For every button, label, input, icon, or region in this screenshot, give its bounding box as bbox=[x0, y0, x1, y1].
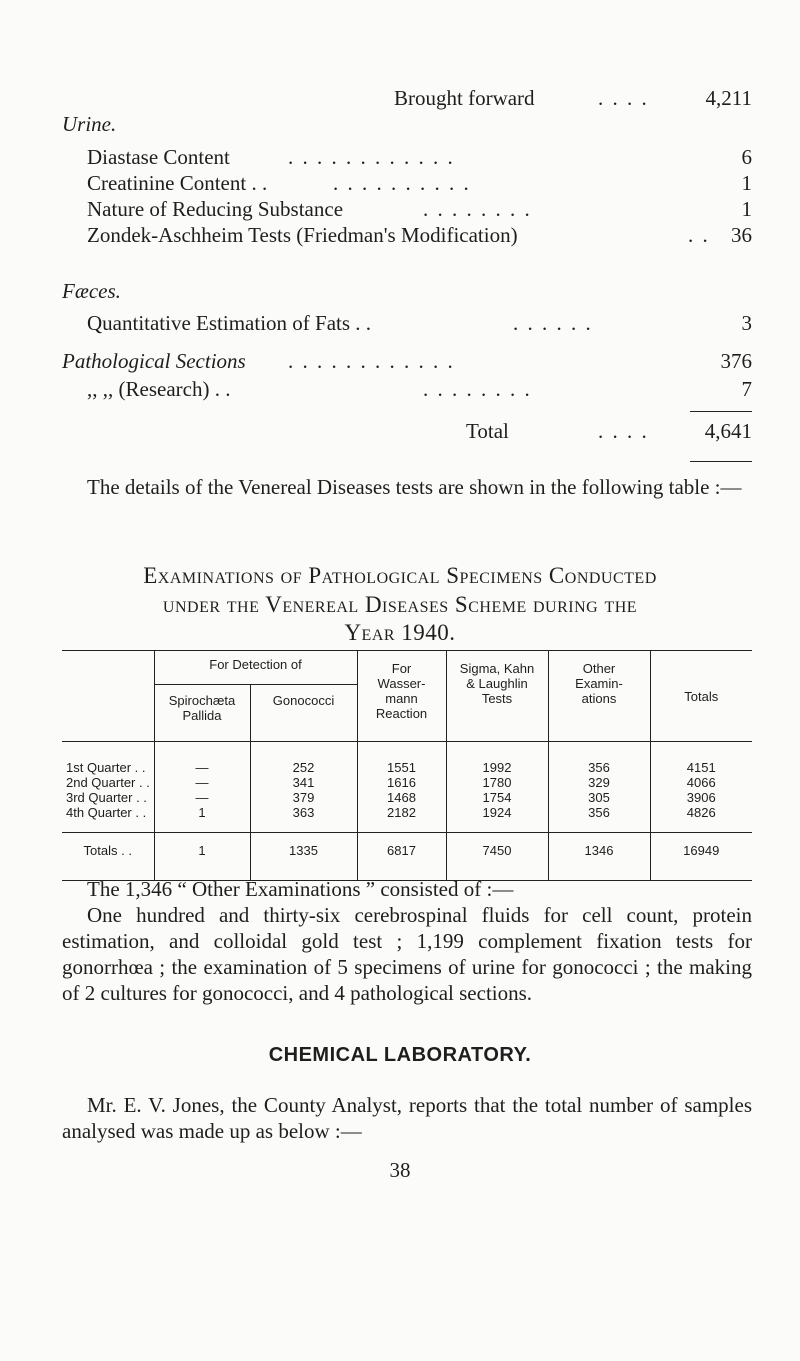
header-wassermann bbox=[357, 651, 446, 742]
other-examinations-text: One hundred and thirty-six cerebrospinal fluids for cell count, protein estimation, and colloidal gold test ; 1,199 complement fixation tests for gonorrhœa ; the examination of 5 specimens of urine for gonococci ; the making of 2 cultures for gonococci, and 4 pathological sections. bbox=[62, 903, 752, 1005]
urine-heading: Urine. bbox=[62, 112, 117, 136]
pathological-sections-dots: . . . . . . . . . . . . bbox=[288, 349, 455, 373]
totals-row-label: Totals . . bbox=[62, 833, 154, 881]
table-row bbox=[62, 790, 752, 805]
header-other-text: Other Examin- ations bbox=[575, 661, 623, 706]
pathological-sections-label: Pathological Sections bbox=[62, 349, 246, 373]
cell-wassermann: 2182 bbox=[357, 805, 446, 833]
totals-other: 1346 bbox=[548, 833, 650, 881]
cell-totals: 4826 bbox=[650, 805, 752, 833]
totals-sigma: 7450 bbox=[446, 833, 548, 881]
table-title-line-3: Year 1940. bbox=[344, 620, 456, 645]
cell-other: 329 bbox=[548, 775, 650, 790]
brought-forward-dots: . . . . bbox=[598, 86, 649, 110]
faeces-item-label: Quantitative Estimation of Fats . . bbox=[87, 311, 372, 335]
header-spirochaeta bbox=[154, 685, 250, 742]
urine-item-value: 6 bbox=[741, 145, 752, 169]
faeces-heading: Fæces. bbox=[62, 279, 121, 303]
header-other bbox=[548, 651, 650, 742]
cell-spirochaeta: 1 bbox=[154, 805, 250, 833]
header-wassermann-text: For Wasser- mann Reaction bbox=[375, 661, 428, 721]
faeces-item-dots: . . . . . . bbox=[513, 311, 593, 335]
urine-item-value: 1 bbox=[741, 171, 752, 195]
page-number: 38 bbox=[389, 1158, 411, 1182]
pathological-research-label: ,, ,, (Research) . . bbox=[87, 377, 231, 401]
totals-gonococci: 1335 bbox=[250, 833, 357, 881]
chemical-laboratory-heading: CHEMICAL LABORATORY. bbox=[268, 1044, 532, 1066]
header-sigma bbox=[446, 651, 548, 742]
urine-item-dots: . . . . . . . . bbox=[423, 197, 532, 221]
total-label: Total bbox=[466, 419, 509, 443]
cell-wassermann: 1468 bbox=[357, 790, 446, 805]
cell-sigma: 1780 bbox=[446, 775, 548, 790]
row-label: 1st Quarter . . bbox=[66, 760, 146, 775]
cell-gonococci: 363 bbox=[250, 805, 357, 833]
header-sigma-text: Sigma, Kahn & Laughlin Tests bbox=[459, 661, 535, 706]
subtotal-rule bbox=[690, 411, 752, 412]
cell-other: 356 bbox=[548, 805, 650, 833]
totals-row bbox=[62, 833, 752, 881]
urine-item-dots: . . . . . . . . . . . . bbox=[288, 145, 455, 169]
header-spirochaeta-text: Spirochæta Pallida bbox=[168, 693, 236, 724]
pathological-research-dots: . . . . . . . . bbox=[423, 377, 532, 401]
cell-spirochaeta: — bbox=[154, 790, 250, 805]
cell-sigma: 1992 bbox=[446, 742, 548, 776]
faeces-item-value: 3 bbox=[741, 311, 752, 335]
other-examinations-heading: The 1,346 “ Other Examinations ” consisted of :— bbox=[87, 877, 514, 901]
urine-item-label: Creatinine Content . . bbox=[87, 171, 268, 195]
table-title-line-1: Examinations of Pathological Specimens Conducted bbox=[143, 563, 657, 588]
header-totals-text: Totals bbox=[684, 688, 719, 704]
header-gonococci-text: Gonococci bbox=[272, 693, 335, 709]
urine-item-value: 36 bbox=[731, 223, 752, 247]
table-row bbox=[62, 742, 752, 776]
cell-sigma: 1754 bbox=[446, 790, 548, 805]
cell-sigma: 1924 bbox=[446, 805, 548, 833]
header-totals bbox=[650, 651, 752, 742]
total-value: 4,641 bbox=[704, 419, 752, 443]
cell-spirochaeta: — bbox=[154, 775, 250, 790]
table-row bbox=[62, 805, 752, 833]
chemical-laboratory-text: Mr. E. V. Jones, the County Analyst, reports that the total number of samples analysed was made up as below :— bbox=[62, 1093, 752, 1143]
cell-gonococci: 341 bbox=[250, 775, 357, 790]
cell-spirochaeta: — bbox=[154, 742, 250, 776]
totals-wassermann: 6817 bbox=[357, 833, 446, 881]
urine-item-label: Zondek-Aschheim Tests (Friedman's Modification) bbox=[87, 223, 518, 247]
cell-other: 356 bbox=[548, 742, 650, 776]
cell-other: 305 bbox=[548, 790, 650, 805]
brought-forward-value: 4,211 bbox=[705, 86, 752, 110]
cell-wassermann: 1616 bbox=[357, 775, 446, 790]
pathological-research-value: 7 bbox=[741, 377, 752, 401]
header-gonococci bbox=[250, 685, 357, 742]
cell-wassermann: 1551 bbox=[357, 742, 446, 776]
total-rule bbox=[690, 461, 752, 462]
table-title-line-2: under the Venereal Diseases Scheme during the bbox=[162, 592, 638, 617]
table-row bbox=[62, 775, 752, 790]
intro-paragraph: The details of the Venereal Diseases tests are shown in the following table :— bbox=[87, 475, 742, 499]
totals-totals: 16949 bbox=[650, 833, 752, 881]
header-for-detection-of: For Detection of bbox=[154, 651, 357, 685]
cell-gonococci: 252 bbox=[250, 742, 357, 776]
cell-totals: 4151 bbox=[650, 742, 752, 776]
cell-totals: 3906 bbox=[650, 790, 752, 805]
urine-item-value: 1 bbox=[741, 197, 752, 221]
row-label: 2nd Quarter . . bbox=[66, 775, 150, 790]
pathological-sections-value: 376 bbox=[720, 349, 752, 373]
table-corner-cell bbox=[62, 651, 154, 742]
urine-item-label: Nature of Reducing Substance bbox=[87, 197, 344, 221]
totals-spirochaeta: 1 bbox=[154, 833, 250, 881]
vd-examinations-table bbox=[62, 650, 752, 881]
total-dots: . . . . bbox=[598, 419, 649, 443]
cell-gonococci: 379 bbox=[250, 790, 357, 805]
brought-forward-label: Brought forward bbox=[394, 86, 535, 110]
row-label: 4th Quarter . . bbox=[62, 805, 154, 833]
urine-item-dots: . . bbox=[688, 223, 710, 247]
row-label: 3rd Quarter . . bbox=[66, 790, 147, 805]
urine-item-dots: . . . . . . . . . . bbox=[333, 171, 471, 195]
urine-item-label: Diastase Content bbox=[87, 145, 230, 169]
cell-totals: 4066 bbox=[650, 775, 752, 790]
